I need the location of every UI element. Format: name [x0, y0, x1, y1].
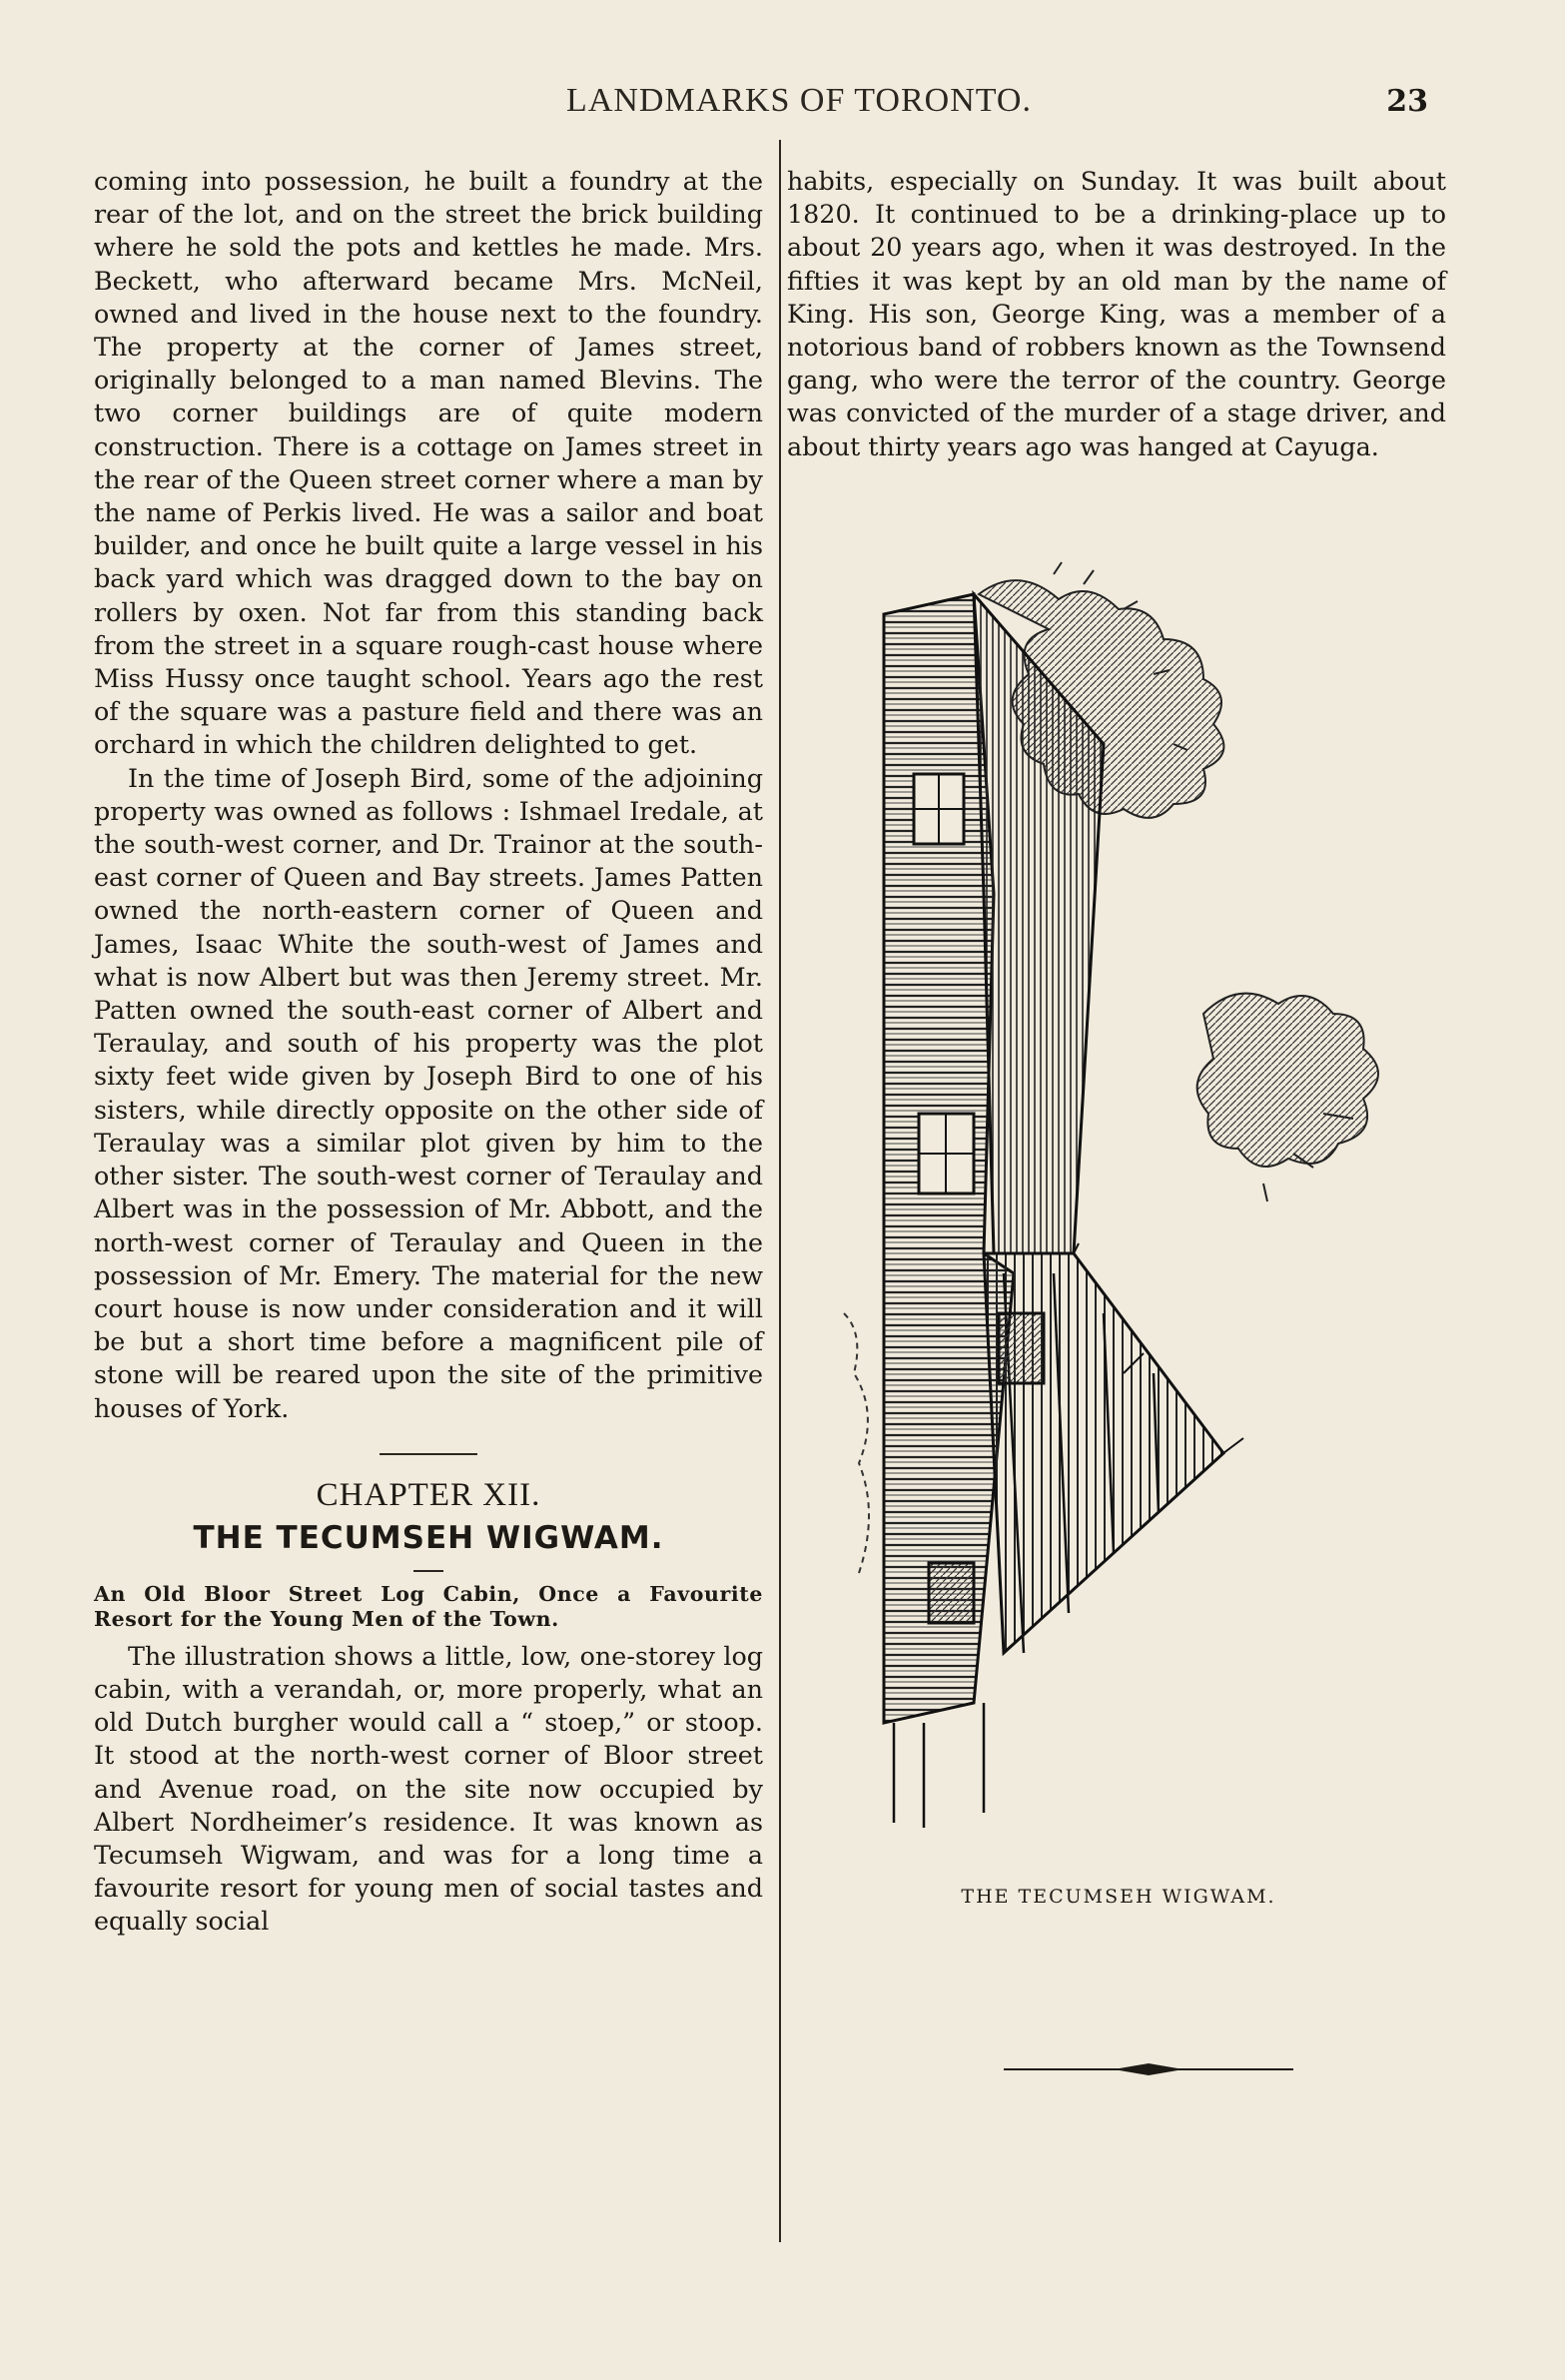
right-paragraph-1: habits, especially on Sunday. It was built about 1820. It continued to be a drinking-place up to about 20 years ago, when it was destroyed. In the fifties it was kept by an old man by the name of King. His son, George King, was a member of a notorious band of robbers known as the Townsend gang, who were the terror of the country. George was convicted of the murder of a stage driver, and about thirty years ago was hanged at Cayuga. [787, 166, 1446, 461]
foliage-right [1197, 994, 1378, 1201]
left-paragraph-2: In the time of Joseph Bird, some of the adjoining property was owned as follows : Ishmael Iredale, at the south-west corner, and Dr. Trainor at the south-east corner of Queen and Bay streets. James Patten owned the north-eastern corner of Queen and James, Isaac White the south-west of James and what is now Albert but was then Jeremy street. Mr. Patten owned the south-east corner of Albert and Teraulay, and south of his property was the plot sixty feet wide given by Joseph Bird to one of his sisters, while directly opposite on the other side of Teraulay was a similar plot given by him to the other sister. The south-west corner of Teraulay and Albert was in the possession of Mr. Abbott, and the north-west corner of Teraulay and Queen in the possession of Mr. Emery. The material for the new court house is now under consideration and it will be but a short time before a magnificent pile of stone will be reared upon the site of the primitive houses of York. [94, 762, 763, 1423]
chapter-number: CHAPTER XII. [316, 1476, 541, 1513]
column-divider [779, 140, 781, 2242]
illustration-caption: THE TECUMSEH WIGWAM. [961, 1886, 1276, 1908]
chapter-subtitle: An Old Bloor Street Log Cabin, Once a Favourite Resort for the Young Men of the Town. [94, 1581, 763, 1631]
running-head [90, 82, 1428, 132]
right-column [787, 165, 1446, 463]
left-paragraph-3: The illustration shows a little, low, one-storey log cabin, with a verandah, or, more properly, what an old Dutch burgher would call a “ stoep,” or stoop. It stood at the north-west corner of Bloor street and Avenue road, on the site now occupied by Albert Nordheimer’s residence. It was known as Tecumseh Wigwam, and was for a long time a favourite resort for young men of social tastes and equally social [94, 1640, 763, 1937]
chapter-rule [380, 1453, 477, 1455]
page-number: 23 [1386, 84, 1428, 119]
chapter-heading [94, 1453, 763, 1572]
chapter-title: THE TECUMSEH WIGWAM. [193, 1519, 664, 1556]
left-paragraph-1: coming into possession, he built a foundry at the rear of the lot, and on the street the brick building where he sold the pots and kettles he made. Mrs. Beckett, who afterward became Mrs. McNeil, owned and lived in the house next to the foundry. The property at the corner of James street, originally belonged to a man named Blevins. The two corner buildings are of quite modern construction. There is a cottage on James street in the rear of the Queen street corner where a man by the name of Perkis lived. He was a sailor and boat builder, and once he built quite a large vessel in his back yard which was dragged down to the bay on rollers by oxen. Not far from this standing back from the street in a square rough-cast house where Miss Hussy once taught school. Years ago the rest of the square was a pasture field and there was an orchard in which the children delighted to get. [94, 166, 763, 760]
tecumseh-wigwam-illustration [824, 554, 1443, 1853]
left-column [94, 165, 763, 1939]
section-end-ornament [1004, 2059, 1293, 2079]
chapter-dash [413, 1570, 443, 1572]
running-title: LANDMARKS OF TORONTO. [566, 82, 1032, 119]
